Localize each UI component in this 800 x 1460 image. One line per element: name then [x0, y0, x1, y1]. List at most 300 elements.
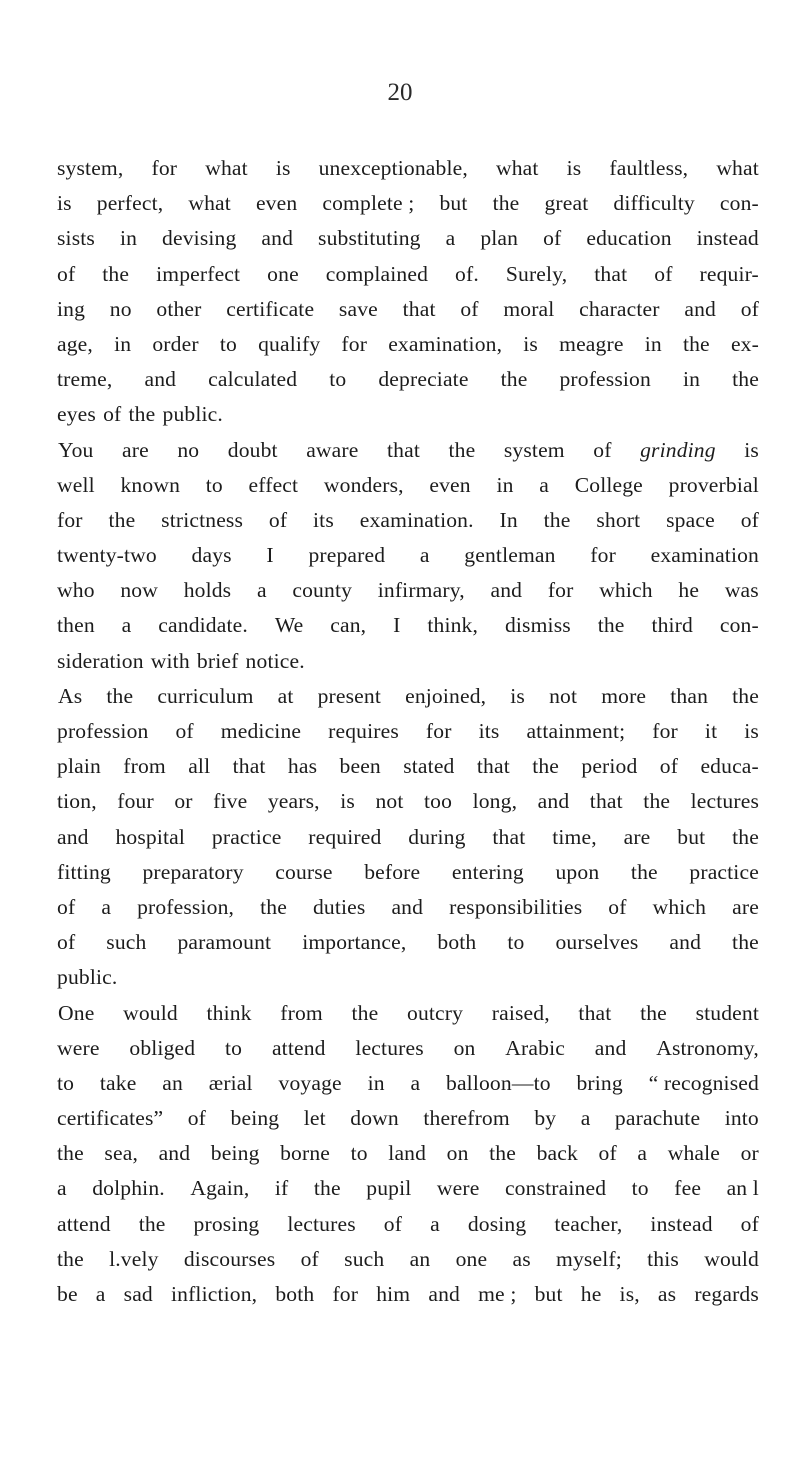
word: county — [292, 578, 353, 603]
text-line — [57, 820, 759, 855]
word: a — [256, 578, 267, 603]
word: the — [128, 402, 156, 427]
word: even — [429, 472, 471, 497]
text-line — [57, 1031, 759, 1066]
text-line — [57, 784, 759, 819]
text-line — [57, 1277, 759, 1312]
word: in — [367, 1070, 385, 1095]
word: importance, — [302, 930, 407, 955]
word: imperfect — [156, 261, 241, 286]
word: enjoined, — [405, 683, 487, 708]
word: Astronomy, — [656, 1035, 759, 1060]
word: ærial — [208, 1070, 253, 1095]
word: wonders, — [323, 472, 404, 497]
text-line — [57, 1242, 759, 1277]
word: lectures — [690, 789, 759, 814]
word: a — [95, 1282, 106, 1306]
word: of — [654, 261, 673, 286]
word: constrained — [504, 1176, 607, 1201]
word: one — [455, 1246, 488, 1271]
word: parachute — [614, 1106, 701, 1131]
word: for — [590, 543, 616, 568]
word: certificate — [226, 296, 315, 321]
word: me ; — [478, 1282, 517, 1306]
word: or — [174, 789, 193, 814]
word: that — [476, 754, 510, 779]
word: of — [383, 1211, 403, 1236]
word: is — [340, 789, 355, 814]
word: As — [58, 683, 83, 708]
text-line — [57, 996, 759, 1031]
word: of — [187, 1106, 207, 1131]
word: lectures — [287, 1211, 356, 1236]
word: a — [445, 226, 456, 251]
word: I — [393, 613, 401, 638]
word: has — [287, 754, 318, 779]
word: its — [478, 719, 500, 743]
word: raised, — [491, 1000, 550, 1025]
word: that — [387, 437, 420, 462]
word: treme, — [57, 367, 113, 392]
word: the — [489, 1141, 516, 1166]
word: borne — [280, 1141, 331, 1166]
text-line — [57, 925, 759, 960]
word: strictness — [161, 507, 244, 532]
word: great — [544, 191, 589, 216]
word: the — [351, 1000, 379, 1025]
word: plan — [480, 226, 519, 251]
word: balloon—to — [446, 1070, 551, 1095]
word: public. — [162, 402, 223, 427]
text-line — [57, 1207, 759, 1242]
word: of — [175, 719, 194, 743]
word: of — [608, 894, 627, 919]
word: the — [313, 1176, 341, 1201]
word: infirmary, — [377, 578, 465, 603]
word: now — [120, 578, 158, 603]
word: of — [598, 1141, 617, 1166]
word: is — [275, 156, 291, 180]
word: by — [534, 1106, 557, 1131]
word: in — [644, 331, 662, 356]
word: perfect, — [96, 191, 164, 216]
word: voyage — [278, 1070, 342, 1095]
word: of — [593, 437, 612, 462]
word: candidate. — [158, 613, 248, 638]
text-line — [57, 679, 759, 714]
word: and — [391, 894, 424, 919]
word: attend — [271, 1035, 326, 1060]
text-line — [57, 749, 759, 784]
word: bring — [576, 1070, 623, 1095]
word: the — [106, 683, 134, 708]
word: eyes — [57, 402, 96, 427]
word: and — [144, 367, 177, 392]
word: curriculum — [157, 683, 254, 708]
word: to — [329, 367, 347, 392]
word: as — [512, 1246, 531, 1271]
text-line — [57, 1136, 759, 1171]
word: if — [274, 1176, 289, 1201]
word: no — [177, 437, 200, 462]
word: a — [539, 472, 549, 497]
text-line — [57, 186, 759, 221]
word: known — [120, 472, 181, 497]
body-text — [57, 151, 759, 1312]
word: space — [666, 507, 715, 532]
word: teacher, — [554, 1211, 623, 1236]
word: of — [740, 296, 759, 321]
word: he — [678, 578, 700, 603]
word: a — [419, 543, 430, 568]
word: a — [580, 1106, 591, 1131]
word: upon — [555, 859, 600, 884]
word: to — [57, 1070, 75, 1095]
word: profession, — [137, 894, 235, 919]
word: depreciate — [378, 367, 469, 392]
word: instead — [650, 1211, 713, 1236]
word: substituting — [318, 226, 421, 251]
word: third — [651, 613, 693, 638]
word: attainment; — [526, 719, 626, 743]
word: dismiss — [504, 613, 571, 638]
word: to — [350, 1141, 368, 1166]
word: no — [109, 296, 132, 321]
page-number: 20 — [387, 79, 413, 106]
word: medicine — [220, 719, 302, 743]
word: were — [57, 1035, 100, 1060]
word: well — [57, 472, 95, 497]
word: prepared — [308, 543, 386, 568]
word: other — [156, 296, 202, 321]
word: the — [108, 507, 136, 532]
word: this — [647, 1246, 679, 1271]
word: save — [338, 296, 378, 321]
word: period — [581, 754, 638, 779]
word: was — [724, 578, 759, 603]
word: We — [274, 613, 304, 638]
word: for — [332, 1282, 359, 1306]
word: during — [408, 824, 466, 849]
word: practice — [689, 859, 759, 884]
word: infliction, — [171, 1282, 258, 1306]
word: the — [543, 507, 571, 532]
word: but — [439, 191, 468, 216]
word: the — [102, 261, 130, 286]
word: stated — [403, 754, 455, 779]
word: of — [543, 226, 562, 251]
word: not — [375, 789, 404, 814]
text-line — [57, 1101, 759, 1136]
word: faultless, — [609, 156, 689, 180]
word: that — [589, 789, 623, 814]
text-line — [57, 468, 759, 503]
word: for — [425, 719, 452, 743]
word: outcry — [407, 1000, 464, 1025]
word: paramount — [177, 930, 272, 955]
word: been — [339, 754, 381, 779]
word: unexceptionable, — [318, 156, 468, 180]
word: and — [537, 789, 570, 814]
word: meagre — [559, 331, 624, 356]
word: and — [684, 296, 716, 321]
word: than — [670, 683, 709, 708]
word: that — [594, 261, 628, 286]
word: regards — [694, 1282, 759, 1306]
text-line — [57, 1066, 759, 1101]
word: that — [578, 1000, 612, 1025]
text-line — [57, 257, 759, 292]
word: is — [523, 331, 538, 356]
word: its — [313, 507, 334, 532]
word: gentleman — [464, 543, 556, 568]
word: plain — [57, 754, 101, 779]
word: myself; — [556, 1246, 622, 1271]
word: who — [57, 578, 95, 603]
word: One — [58, 1000, 95, 1025]
word: short — [596, 507, 641, 532]
word: are — [122, 437, 149, 462]
word: down — [350, 1106, 399, 1131]
word: therefrom — [423, 1106, 510, 1131]
word: examination. — [359, 507, 474, 532]
word: course — [275, 859, 333, 884]
word: of — [740, 507, 759, 532]
word: and — [57, 824, 89, 849]
word: Again, — [190, 1176, 250, 1201]
text-line — [57, 960, 759, 995]
word: difficulty — [613, 191, 695, 216]
word: days — [191, 543, 232, 568]
word: which — [652, 894, 707, 919]
text-line — [57, 538, 759, 573]
word: what — [716, 156, 759, 180]
word: what — [495, 156, 539, 180]
word: hospital — [115, 824, 186, 849]
text-line — [57, 714, 759, 749]
word: of — [300, 1246, 319, 1271]
word: even — [255, 191, 298, 216]
word: one — [267, 261, 299, 286]
word: such — [344, 1246, 385, 1271]
word: let — [303, 1106, 326, 1131]
word: be — [57, 1282, 78, 1306]
word: a — [430, 1211, 440, 1236]
word: both — [437, 930, 477, 955]
word: sists — [57, 226, 95, 251]
word: a — [57, 1176, 67, 1201]
word: all — [188, 754, 211, 779]
word: effect — [248, 472, 299, 497]
word: educa- — [700, 754, 759, 779]
word: and — [428, 1282, 460, 1306]
word: and — [594, 1035, 627, 1060]
word: requir- — [699, 261, 759, 286]
word: order — [152, 331, 199, 356]
word: on — [446, 1141, 469, 1166]
word: the — [732, 367, 759, 392]
word: the — [682, 331, 710, 356]
word: whale — [667, 1141, 721, 1166]
text-line — [57, 608, 759, 643]
word: take — [99, 1070, 137, 1095]
word: twenty-two — [57, 543, 157, 568]
word: years, — [267, 789, 320, 814]
word: sea, — [104, 1141, 138, 1166]
word: present — [317, 683, 382, 708]
word: both — [275, 1282, 315, 1306]
word: an — [409, 1246, 431, 1271]
word: age, — [57, 331, 93, 356]
word: for — [547, 578, 574, 603]
word: profession — [559, 367, 651, 392]
word: of — [740, 1211, 759, 1236]
text-line — [57, 890, 759, 925]
word: preparatory — [142, 859, 244, 884]
word: the — [732, 930, 759, 955]
word: the — [732, 683, 759, 708]
text-line — [57, 327, 759, 362]
word: instead — [696, 226, 759, 251]
text-line — [57, 855, 759, 890]
word: then — [57, 613, 95, 638]
word: is — [566, 156, 582, 180]
word: in — [114, 331, 132, 356]
word: l.vely — [109, 1246, 159, 1271]
word: what — [188, 191, 231, 216]
word: a — [121, 613, 132, 638]
word: is — [744, 719, 759, 743]
word: long, — [472, 789, 518, 814]
word: for — [151, 156, 178, 180]
word: education — [586, 226, 672, 251]
word: of — [57, 930, 76, 955]
word: holds — [183, 578, 232, 603]
word: with — [150, 648, 190, 673]
word: what — [205, 156, 248, 180]
word: to — [205, 472, 223, 497]
word: that — [492, 824, 526, 849]
word: in — [496, 472, 514, 497]
word: the — [57, 1246, 84, 1271]
word: tion, — [57, 789, 97, 814]
word: not — [549, 683, 578, 708]
word: qualify — [258, 331, 321, 356]
word: brief — [196, 648, 239, 673]
word: obliged — [129, 1035, 196, 1060]
word: examination — [650, 543, 759, 568]
word: the — [732, 824, 759, 849]
word: is — [510, 683, 525, 708]
word: before — [364, 859, 421, 884]
word: too — [424, 789, 453, 814]
word: a — [410, 1070, 421, 1095]
word: profession — [57, 719, 149, 743]
word: to — [631, 1176, 649, 1201]
word: con- — [719, 191, 759, 216]
word: sad — [123, 1282, 153, 1306]
text-line — [57, 1171, 759, 1206]
word: such — [106, 930, 147, 955]
word: in — [119, 226, 138, 251]
word: to — [225, 1035, 243, 1060]
word: dosing — [467, 1211, 527, 1236]
text-line — [57, 362, 759, 397]
word: of — [103, 402, 122, 427]
word: of — [659, 754, 679, 779]
word: lectures — [355, 1035, 424, 1060]
word: required — [308, 824, 382, 849]
word: think, — [427, 613, 479, 638]
word: I — [266, 543, 274, 568]
word: a — [637, 1141, 648, 1166]
word: for — [652, 719, 678, 743]
word: requires — [328, 719, 399, 743]
word: You — [58, 437, 94, 462]
word: from — [280, 1000, 323, 1025]
word: the — [492, 191, 520, 216]
word: certificates” — [57, 1106, 164, 1131]
word: doubt — [227, 437, 278, 462]
word: as — [657, 1282, 677, 1306]
text-line — [57, 397, 759, 432]
word: student — [695, 1000, 759, 1025]
word: the — [643, 789, 671, 814]
word: four — [117, 789, 154, 814]
word: sideration — [57, 648, 144, 673]
word: are — [623, 824, 651, 849]
word: which — [599, 578, 653, 603]
word: moral — [503, 296, 555, 321]
emphasized-word: grinding — [640, 437, 716, 462]
word: but — [534, 1282, 563, 1306]
word: on — [453, 1035, 476, 1060]
word: is — [744, 437, 759, 462]
word: were — [436, 1176, 480, 1201]
text-line — [57, 503, 759, 538]
word: the — [138, 1211, 166, 1236]
word: an l — [726, 1176, 759, 1201]
word: aware — [306, 437, 359, 462]
text-line — [57, 151, 759, 186]
word: public. — [57, 965, 118, 990]
word: or — [740, 1141, 759, 1166]
word: In — [499, 507, 518, 532]
word: think — [206, 1000, 252, 1025]
word: pupil — [366, 1176, 412, 1201]
word: is, — [619, 1282, 640, 1306]
word: of — [460, 296, 479, 321]
word: and — [490, 578, 523, 603]
word: the — [448, 437, 476, 462]
word: it — [704, 719, 718, 743]
word: prosing — [193, 1211, 260, 1236]
word: at — [277, 683, 294, 708]
word: the — [260, 894, 287, 919]
word: more — [601, 683, 647, 708]
word: the — [640, 1000, 667, 1025]
word: that — [402, 296, 436, 321]
word: to — [219, 331, 237, 356]
word: Arabic — [505, 1035, 565, 1060]
word: into — [724, 1106, 759, 1131]
word: land — [388, 1141, 427, 1166]
text-line — [57, 644, 759, 679]
word: is — [57, 191, 72, 216]
word: in — [682, 367, 701, 392]
word: calculated — [208, 367, 298, 392]
word: devising — [162, 226, 237, 251]
